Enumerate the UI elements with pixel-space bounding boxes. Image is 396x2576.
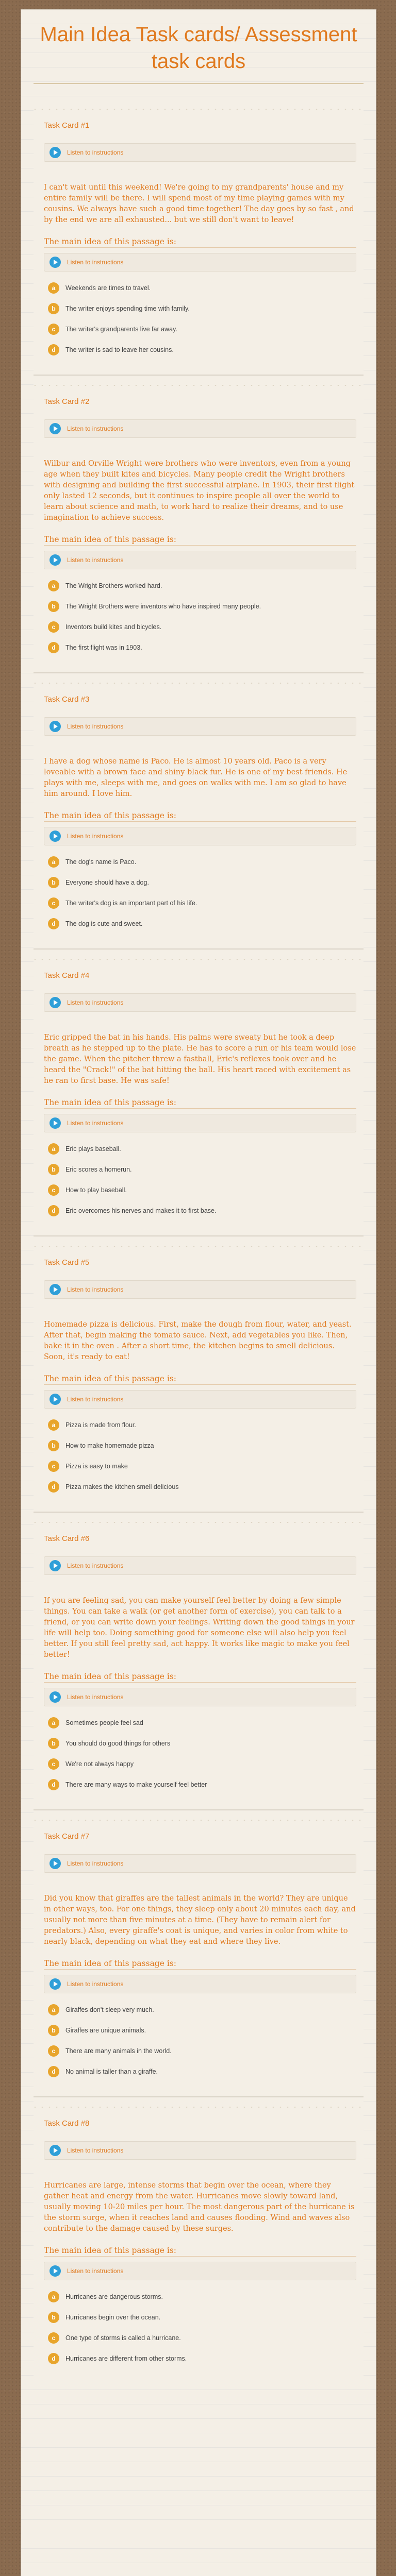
answer-text: Hurricanes are different from other storms.: [65, 2355, 187, 2362]
play-icon[interactable]: [50, 997, 61, 1008]
answer-option[interactable]: [44, 894, 356, 914]
question-audio-button[interactable]: [44, 253, 356, 272]
answer-letter-badge[interactable]: a: [48, 1717, 59, 1728]
task-card: [34, 2096, 364, 2383]
answer-text: Everyone should have a dog.: [65, 879, 149, 886]
answer-letter-badge[interactable]: b: [48, 303, 59, 314]
answer-text: Giraffes are unique animals.: [65, 2027, 146, 2034]
passage-text: If you are feeling sad, you can make yourself feel better by doing a few simple things. You can take a walk (or get another form of exercise), you can talk to a friend, or you can write down your feelings. Writing down the good things in your life will help too. Doing something good for someone else will also help you feel better. If you still feel pretty sad, act happy. It works like magic to make you feel better!: [44, 1597, 355, 1659]
task-card: [34, 99, 364, 375]
answer-option[interactable]: [44, 853, 356, 873]
task-card-list: [34, 99, 364, 2383]
answer-text: One type of storms is called a hurricane.: [65, 2334, 181, 2342]
task-card: [34, 1235, 364, 1512]
answer-letter-badge[interactable]: b: [48, 2025, 59, 2036]
question-text: The main idea of this passage is:: [44, 1959, 356, 1970]
card-audio-button[interactable]: [44, 1556, 356, 1575]
question-audio-button[interactable]: [44, 827, 356, 845]
play-icon[interactable]: [50, 1117, 61, 1129]
answer-letter-badge[interactable]: c: [48, 897, 59, 909]
audio-label: Listen to instructions: [67, 425, 124, 432]
task-card-label: Task Card #3: [44, 695, 90, 704]
answer-text: The writer enjoys spending time with family.: [65, 305, 190, 312]
answer-letter-badge[interactable]: c: [48, 324, 59, 335]
card-audio-button[interactable]: [44, 143, 356, 162]
title-divider: [34, 83, 364, 84]
answer-list: [44, 279, 356, 361]
card-audio-button[interactable]: [44, 1280, 356, 1299]
answer-list: [44, 853, 356, 935]
passage-text: Wilbur and Orville Wright were brothers who were inventors, even from a young age when they built kites and bicycles. Many people credit the Wright brothers with designing and building the first successful airplane. In 1903, their first flight only lasted 12 seconds, but it continues to inspire people all over the world to learn about science and math, to work hard to realize their dreams, and to use imagination to achieve success.: [44, 460, 355, 522]
answer-option[interactable]: [44, 320, 356, 341]
audio-label: Listen to instructions: [67, 556, 124, 564]
task-card: [34, 375, 364, 672]
answer-text: The writer's dog is an important part of his life.: [65, 900, 197, 907]
task-card-label: Task Card #5: [44, 1258, 90, 1267]
card-audio-button[interactable]: [44, 1854, 356, 1873]
question-text: The main idea of this passage is:: [44, 535, 356, 546]
play-icon[interactable]: [50, 831, 61, 842]
play-icon[interactable]: [50, 2145, 61, 2156]
answer-option[interactable]: [44, 1436, 356, 1457]
answer-text: Eric overcomes his nerves and makes it to first base.: [65, 1207, 217, 1214]
answer-letter-badge[interactable]: d: [48, 2066, 59, 2077]
answer-letter-badge[interactable]: d: [48, 344, 59, 355]
task-card-label: Task Card #1: [44, 121, 90, 130]
audio-label: Listen to instructions: [67, 723, 124, 730]
answer-letter-badge[interactable]: d: [48, 1205, 59, 1216]
answer-letter-badge[interactable]: c: [48, 1758, 59, 1770]
passage-text: Hurricanes are large, intense storms that begin over the ocean, where they gather heat and energy from the water. Hurricanes move slowly toward land, usually moving 10-20 miles per hour. The most dangerous part of the hurricane is the storm surge, when it reaches land and causes flooding. Wind and waves also contribute to the damage caused by these surges.: [44, 2181, 355, 2233]
answer-option[interactable]: [44, 1755, 356, 1775]
answer-option[interactable]: [44, 1181, 356, 1201]
card-audio-button[interactable]: [44, 2141, 356, 2160]
worksheet-paper: [21, 9, 376, 2576]
card-audio-button[interactable]: [44, 419, 356, 438]
answer-text: The Wright Brothers worked hard.: [65, 582, 162, 589]
answer-letter-badge[interactable]: c: [48, 621, 59, 633]
task-card-label: Task Card #4: [44, 971, 90, 980]
answer-letter-badge[interactable]: a: [48, 1143, 59, 1155]
answer-letter-badge[interactable]: b: [48, 1738, 59, 1749]
question-text: The main idea of this passage is:: [44, 1374, 356, 1385]
question-text: The main idea of this passage is:: [44, 2246, 356, 2257]
answer-text: No animal is taller than a giraffe.: [65, 2068, 158, 2075]
answer-list: [44, 1416, 356, 1498]
passage-text: Did you know that giraffes are the tallest animals in the world? They are unique in other ways, too. For one things, they sleep only about 20 minutes each day, and usually not more than five minutes at a time. (They have to remain alert for predators.) Also, every giraffe's coat is unique, and varies in color from white to nearly black, depending on what they eat and where they live.: [44, 1894, 356, 1946]
play-icon[interactable]: [50, 1394, 61, 1405]
audio-label: Listen to instructions: [67, 259, 124, 266]
answer-text: The writer is sad to leave her cousins.: [65, 346, 174, 353]
audio-label: Listen to instructions: [67, 1120, 124, 1127]
question-text: The main idea of this passage is:: [44, 1098, 356, 1109]
answer-option[interactable]: [44, 577, 356, 597]
answer-letter-badge[interactable]: b: [48, 2312, 59, 2323]
answer-text: Weekends are times to travel.: [65, 284, 151, 292]
audio-label: Listen to instructions: [67, 1396, 124, 1403]
answer-text: Pizza is easy to make: [65, 1463, 128, 1470]
answer-text: Eric plays baseball.: [65, 1145, 121, 1153]
answer-option[interactable]: [44, 2001, 356, 2021]
answer-list: [44, 577, 356, 659]
answer-option[interactable]: [44, 1160, 356, 1181]
task-card: [34, 1809, 364, 2096]
answer-letter-badge[interactable]: d: [48, 642, 59, 653]
question-text: The main idea of this passage is:: [44, 237, 356, 248]
question-audio-button[interactable]: [44, 1114, 356, 1132]
answer-text: There are many animals in the world.: [65, 2047, 172, 2055]
answer-list: [44, 1714, 356, 1796]
task-card: [34, 672, 364, 948]
answer-option[interactable]: [44, 2042, 356, 2062]
passage-text: Eric gripped the bat in his hands. His palms were sweaty but he took a deep breath as he stepped up to the plate. He has to score a run or his team would lose the game. When the pitcher threw a fastball, Eric's reflexes took over and he heard the "Crack!" of the bat hitting the ball. His heart raced with excitement as he ran to first base. He was safe!: [44, 1033, 356, 1085]
answer-option[interactable]: [44, 1140, 356, 1160]
audio-label: Listen to instructions: [67, 1286, 124, 1293]
audio-label: Listen to instructions: [67, 2147, 124, 2154]
answer-letter-badge[interactable]: a: [48, 580, 59, 591]
answer-list: [44, 2287, 356, 2370]
play-icon[interactable]: [50, 147, 61, 158]
passage-text: Homemade pizza is delicious. First, make the dough from flour, water, and yeast. After that, begin making the tomato sauce. Next, add vegetables you like. Then, bake it in the oven . After a short time, the kitchen begins to smell delicious. Soon, it's ready to eat!: [44, 1320, 352, 1361]
audio-label: Listen to instructions: [67, 833, 124, 840]
answer-letter-badge[interactable]: b: [48, 601, 59, 612]
answer-letter-badge[interactable]: a: [48, 282, 59, 294]
passage-text: I have a dog whose name is Paco. He is almost 10 years old. Paco is a very loveable with a brown face and shiny black fur. He is one of my best friends. He plays with me, sleeps with me, and goes on walks with me. I am so glad to have him around. I love him.: [44, 757, 348, 798]
answer-text: Sometimes people feel sad: [65, 1719, 143, 1726]
answer-text: Pizza is made from flour.: [65, 1421, 136, 1429]
answer-option[interactable]: [44, 873, 356, 894]
question-audio-button[interactable]: [44, 1688, 356, 1706]
task-card-label: Task Card #7: [44, 1832, 90, 1841]
question-text: The main idea of this passage is:: [44, 811, 356, 822]
audio-label: Listen to instructions: [67, 2267, 124, 2275]
answer-text: There are many ways to make yourself feel better: [65, 1781, 207, 1788]
answer-option[interactable]: [44, 2021, 356, 2042]
card-audio-button[interactable]: [44, 717, 356, 736]
question-audio-button[interactable]: [44, 1975, 356, 1993]
answer-text: You should do good things for others: [65, 1740, 171, 1747]
answer-letter-badge[interactable]: c: [48, 2045, 59, 2057]
answer-text: The writer's grandparents live far away.: [65, 326, 177, 333]
question-audio-button[interactable]: [44, 2262, 356, 2280]
answer-text: We're not always happy: [65, 1760, 134, 1768]
answer-list: [44, 1140, 356, 1222]
answer-text: Hurricanes are dangerous storms.: [65, 2293, 163, 2300]
answer-option[interactable]: [44, 1478, 356, 1498]
audio-label: Listen to instructions: [67, 1860, 124, 1867]
task-card-label: Task Card #8: [44, 2119, 90, 2128]
answer-letter-badge[interactable]: c: [48, 1184, 59, 1196]
answer-text: The first flight was in 1903.: [65, 644, 142, 651]
audio-label: Listen to instructions: [67, 1980, 124, 1988]
answer-letter-badge[interactable]: b: [48, 877, 59, 888]
answer-option[interactable]: [44, 2349, 356, 2370]
answer-option[interactable]: [44, 1201, 356, 1222]
play-icon[interactable]: [50, 1691, 61, 1703]
answer-letter-badge[interactable]: a: [48, 2004, 59, 2015]
answer-option[interactable]: [44, 2308, 356, 2329]
answer-text: Hurricanes begin over the ocean.: [65, 2314, 161, 2321]
answer-text: The dog is cute and sweet.: [65, 920, 143, 927]
answer-option[interactable]: [44, 914, 356, 935]
answer-letter-badge[interactable]: a: [48, 2291, 59, 2302]
answer-letter-badge[interactable]: d: [48, 1779, 59, 1790]
answer-list: [44, 2001, 356, 2083]
answer-option[interactable]: [44, 341, 356, 361]
audio-label: Listen to instructions: [67, 149, 124, 156]
answer-letter-badge[interactable]: b: [48, 1164, 59, 1175]
answer-letter-badge[interactable]: d: [48, 918, 59, 929]
answer-option[interactable]: [44, 1714, 356, 1734]
question-text: The main idea of this passage is:: [44, 1672, 356, 1683]
audio-label: Listen to instructions: [67, 999, 124, 1006]
play-icon[interactable]: [50, 1858, 61, 1869]
answer-option[interactable]: [44, 2287, 356, 2308]
play-icon[interactable]: [50, 423, 61, 434]
answer-text: Giraffes don't sleep very much.: [65, 2006, 154, 2013]
answer-text: How to play baseball.: [65, 1187, 127, 1194]
answer-text: The dog's name is Paco.: [65, 858, 137, 866]
task-card-label: Task Card #2: [44, 397, 90, 406]
play-icon[interactable]: [50, 2265, 61, 2277]
answer-letter-badge[interactable]: d: [48, 1481, 59, 1493]
answer-option[interactable]: [44, 1775, 356, 1796]
play-icon[interactable]: [50, 721, 61, 732]
answer-option[interactable]: [44, 597, 356, 618]
answer-letter-badge[interactable]: c: [48, 1461, 59, 1472]
task-card: [34, 948, 364, 1235]
question-audio-button[interactable]: [44, 1390, 356, 1409]
answer-text: Pizza makes the kitchen smell delicious: [65, 1483, 179, 1490]
play-icon[interactable]: [50, 1560, 61, 1571]
answer-option[interactable]: [44, 2062, 356, 2083]
answer-letter-badge[interactable]: a: [48, 856, 59, 868]
task-card-label: Task Card #6: [44, 1534, 90, 1543]
answer-option[interactable]: [44, 279, 356, 299]
play-icon[interactable]: [50, 554, 61, 566]
answer-letter-badge[interactable]: d: [48, 2353, 59, 2364]
answer-text: Inventors build kites and bicycles.: [65, 623, 162, 631]
card-audio-button[interactable]: [44, 993, 356, 1012]
answer-letter-badge[interactable]: a: [48, 1419, 59, 1431]
answer-text: Eric scores a homerun.: [65, 1166, 132, 1173]
answer-text: The Wright Brothers were inventors who have inspired many people.: [65, 603, 261, 610]
answer-option[interactable]: [44, 299, 356, 320]
question-audio-button[interactable]: [44, 551, 356, 569]
answer-option[interactable]: [44, 638, 356, 659]
task-card: [34, 1512, 364, 1809]
play-icon[interactable]: [50, 257, 61, 268]
answer-text: How to make homemade pizza: [65, 1442, 154, 1449]
answer-letter-badge[interactable]: b: [48, 1440, 59, 1451]
answer-option[interactable]: [44, 1457, 356, 1478]
answer-letter-badge[interactable]: c: [48, 2332, 59, 2344]
answer-option[interactable]: [44, 618, 356, 638]
audio-label: Listen to instructions: [67, 1562, 124, 1569]
play-icon[interactable]: [50, 1978, 61, 1990]
page-title: Main Idea Task cards/ Assessment task cards: [40, 23, 357, 73]
passage-text: I can't wait until this weekend! We're going to my grandparents' house and my entire family will be there. I will spend most of my time playing games with my cousins. We always have such a good time together! The day goes by so fast , and by the end we are all exhausted... but we still don't want to leave!: [44, 183, 354, 224]
answer-option[interactable]: [44, 2329, 356, 2349]
audio-label: Listen to instructions: [67, 1693, 124, 1701]
play-icon[interactable]: [50, 1284, 61, 1295]
answer-option[interactable]: [44, 1734, 356, 1755]
answer-option[interactable]: [44, 1416, 356, 1436]
